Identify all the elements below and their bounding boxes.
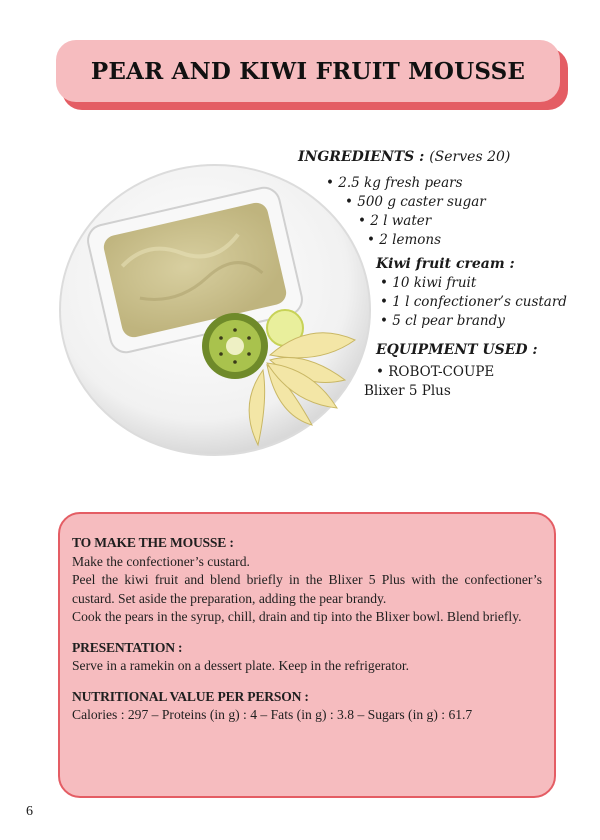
equipment-item: Blixer 5 Plus <box>364 383 451 399</box>
page-title: PEAR AND KIWI FRUIT MOUSSE <box>90 57 526 85</box>
ingredient-item: • 5 cl pear brandy <box>380 313 505 329</box>
ingredient-item: • 2.5 kg fresh pears <box>326 175 463 191</box>
page-number: 6 <box>26 804 33 819</box>
nutrition-heading: NUTRITIONAL VALUE PER PERSON : <box>72 688 309 704</box>
ingredient-item: • 2 lemons <box>367 232 441 248</box>
ingredients-heading <box>298 148 510 167</box>
instruction-line: Peel the kiwi fruit and blend briefly in the Blixer 5 Plus with the confectioner’s custard. Set aside the preparation, adding the pear brandy. <box>72 572 542 606</box>
presentation-text: Serve in a ramekin on a dessert plate. Keep in the refrigerator. <box>72 658 410 673</box>
equipment-item: • ROBOT-COUPE <box>376 364 495 380</box>
ingredient-item: • 500 g caster sugar <box>345 194 486 210</box>
serves-note: (Serves 20) <box>429 149 511 165</box>
ingredient-item: • 10 kiwi fruit <box>380 275 477 291</box>
dessert-plate-image <box>55 160 395 470</box>
title-banner <box>56 40 560 102</box>
ingredients-label: INGREDIENTS : <box>298 149 425 165</box>
mousse-heading: TO MAKE THE MOUSSE : <box>72 535 234 550</box>
equipment-heading: EQUIPMENT USED : <box>376 342 538 358</box>
instruction-line: Cook the pears in the syrup, chill, drain and tip into the Blixer bowl. Blend briefly. <box>72 609 522 624</box>
instruction-line: Make the confectioner’s custard. <box>72 553 250 569</box>
instructions-box <box>58 512 556 798</box>
presentation-heading: PRESENTATION : <box>72 639 183 655</box>
nutrition-text: Calories : 297 – Proteins (in g) : 4 – Fats (in g) : 3.8 – Sugars (in g) : 61.7 <box>72 707 473 722</box>
ingredient-item: • 2 l water <box>358 213 432 229</box>
kiwi-cream-heading: Kiwi fruit cream : <box>376 256 515 272</box>
ingredient-item: • 1 l confectioner’s custard <box>380 294 567 310</box>
